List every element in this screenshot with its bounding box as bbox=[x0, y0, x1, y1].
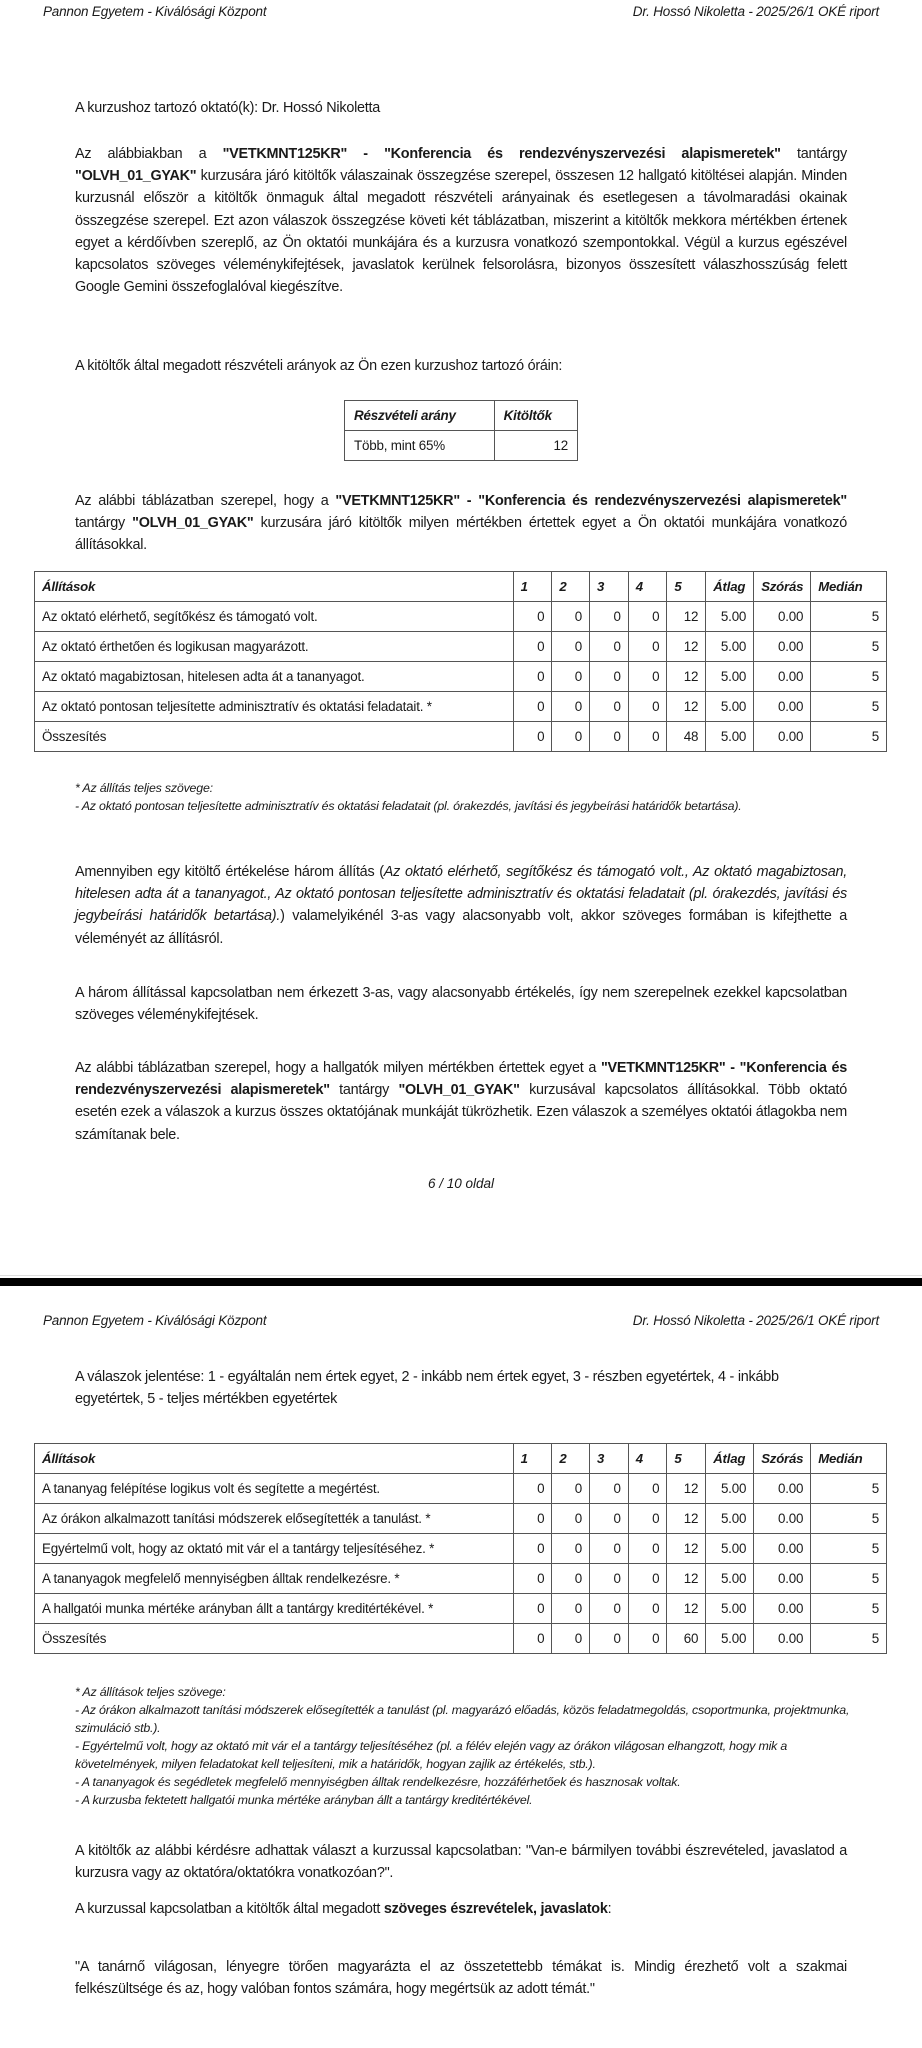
instructor-table-intro: Az alábbi táblázatban szerepel, hogy a "VETKMNT125KR" - "Konferencia és rendezvényszervezési alapismeretek" tantárgy "OLVH_01_GYAK" kurzusára járó kitöltők milyen mértékben értettek egyet a Ön oktatói munkájára vonatkozó állításokkal. bbox=[75, 493, 847, 554]
participation-table bbox=[344, 400, 578, 461]
instructor-statements-table bbox=[34, 571, 887, 752]
table-cell: 5.00 bbox=[706, 1504, 754, 1534]
column-header: 1 bbox=[513, 572, 552, 602]
table-cell: 0 bbox=[552, 632, 590, 662]
column-header: 5 bbox=[667, 572, 706, 602]
answer-legend: A válaszok jelentése: 1 - egyáltalán nem értek egyet, 2 - inkább nem értek egyet, 3 - részben egyetértek, 4 - inkább egyetértek, 5 - teljes mértékben egyetértek bbox=[75, 1369, 779, 1408]
column-header: Részvételi arány bbox=[345, 401, 495, 431]
table-cell: 5 bbox=[811, 632, 887, 662]
table-cell: 0 bbox=[513, 1504, 552, 1534]
table-cell: 0.00 bbox=[754, 1504, 811, 1534]
table-cell: 0.00 bbox=[754, 722, 811, 752]
table-cell: 0 bbox=[590, 1624, 629, 1654]
course-statements-table bbox=[34, 1443, 887, 1654]
table-cell: 0 bbox=[552, 1594, 590, 1624]
table-cell: 0 bbox=[513, 1474, 552, 1504]
no-low-rating-paragraph: A három állítással kapcsolatban nem érkezett 3-as, vagy alacsonyabb értékelés, így nem szerepelnek ezekkel kapcsolatban szöveges véleménykifejtések. bbox=[75, 985, 847, 1024]
student-comment: "A tanárnő világosan, lényegre törően magyarázta el az összetettebb témákat is. Mindig érezhető volt a szakmai felkészültsége és az, hogy valóban fontos számára, hogy megértsük az adott témát." bbox=[75, 1959, 847, 1998]
statement-cell: Összesítés bbox=[35, 1624, 514, 1654]
table-row bbox=[35, 1534, 887, 1564]
page-number: 6 / 10 oldal bbox=[427, 1176, 495, 1191]
table-cell: 0.00 bbox=[754, 1624, 811, 1654]
table-header-row bbox=[35, 1444, 887, 1474]
table-cell: 0 bbox=[590, 662, 629, 692]
column-header: 4 bbox=[628, 572, 667, 602]
instructor-footnote bbox=[75, 779, 855, 815]
table-cell: 0 bbox=[513, 662, 552, 692]
statement-cell: Egyértelmű volt, hogy az oktató mit vár el a tantárgy teljesítéséhez. * bbox=[35, 1534, 514, 1564]
table-cell: 0 bbox=[513, 722, 552, 752]
table-row bbox=[35, 1564, 887, 1594]
page-header-right: Dr. Hossó Nikoletta - 2025/26/1 OKÉ riport bbox=[632, 1313, 879, 1328]
page-header-right: Dr. Hossó Nikoletta - 2025/26/1 OKÉ riport bbox=[632, 4, 879, 19]
table-cell: 0 bbox=[628, 1624, 667, 1654]
table-cell: 5.00 bbox=[706, 692, 754, 722]
table-cell: 12 bbox=[667, 1474, 706, 1504]
summary-row bbox=[35, 1624, 887, 1654]
table-cell: 0 bbox=[590, 1504, 629, 1534]
statement-cell: Az oktató elérhető, segítőkész és támogató volt. bbox=[35, 602, 514, 632]
column-header: Állítások bbox=[35, 572, 514, 602]
table-cell: 0.00 bbox=[754, 1534, 811, 1564]
table-cell: 0 bbox=[552, 1564, 590, 1594]
page-break bbox=[0, 1278, 922, 1286]
table-header-row bbox=[35, 572, 887, 602]
table-cell: 0 bbox=[590, 1594, 629, 1624]
table-row bbox=[35, 632, 887, 662]
table-cell: 0 bbox=[590, 722, 629, 752]
column-header: 3 bbox=[590, 1444, 629, 1474]
table-cell: 0 bbox=[552, 722, 590, 752]
column-header: 2 bbox=[552, 572, 590, 602]
table-cell: 12 bbox=[494, 431, 577, 461]
table-cell: 5.00 bbox=[706, 1534, 754, 1564]
page-separator-line bbox=[0, 1275, 922, 1276]
table-cell: 5.00 bbox=[706, 722, 754, 752]
column-header: Medián bbox=[811, 1444, 887, 1474]
page-header-left: Pannon Egyetem - Kiválósági Központ bbox=[43, 1313, 267, 1328]
table-cell: 0 bbox=[628, 1534, 667, 1564]
column-header: Állítások bbox=[35, 1444, 514, 1474]
table-cell: 12 bbox=[667, 632, 706, 662]
table-row bbox=[35, 662, 887, 692]
table-cell: 0 bbox=[513, 632, 552, 662]
table-cell: 0 bbox=[513, 1624, 552, 1654]
intro-paragraph: Az alábbiakban a "VETKMNT125KR" - "Konferencia és rendezvényszervezési alapismeretek" tantárgy "OLVH_01_GYAK" kurzusára járó kitöltők válaszainak összegzése szerepel, összesen 12 hallgató kitöltései alapján. Minden kurzusnál először a kitöltők önmaguk által megadott részvételi arányainak és esetlegesen a távolmaradási okainak összegzése szerepel. Ezt azon válaszok összegzése követi két táblázatban, miszerint a kitöltők mekkora mértékben értenek egyet a kérdőívben szereplő, az Ön oktatói munkájára és a kurzusra vonatkozó szempontokkal. Végül a kurzus egészével kapcsolatos szöveges véleménykifejtések, javaslatok kerülnek felsorolásra, bizonyos összesített válaszhosszúság felett Google Gemini összefoglalóval kiegészítve. bbox=[75, 146, 847, 296]
statement-cell: Az oktató magabiztosan, hitelesen adta át a tananyagot. bbox=[35, 662, 514, 692]
table-cell: 0 bbox=[513, 602, 552, 632]
table-cell: 5.00 bbox=[706, 1564, 754, 1594]
column-header: Kitöltők bbox=[494, 401, 577, 431]
table-cell: 5.00 bbox=[706, 1474, 754, 1504]
table-cell: 0 bbox=[628, 692, 667, 722]
table-cell: 5 bbox=[811, 692, 887, 722]
statement-cell: A tananyagok megfelelő mennyiségben álltak rendelkezésre. * bbox=[35, 1564, 514, 1594]
table-cell: 0 bbox=[628, 722, 667, 752]
comments-intro: A kurzussal kapcsolatban a kitöltők által megadott szöveges észrevételek, javaslatok: bbox=[75, 1901, 612, 1917]
statement-cell: Az órákon alkalmazott tanítási módszerek elősegítették a tanulást. * bbox=[35, 1504, 514, 1534]
table-cell: 0 bbox=[628, 1504, 667, 1534]
table-cell: 0 bbox=[552, 1504, 590, 1534]
table-cell: 0 bbox=[590, 1534, 629, 1564]
table-cell: 0.00 bbox=[754, 1564, 811, 1594]
course-table-intro: Az alábbi táblázatban szerepel, hogy a hallgatók milyen mértékben értettek egyet a "VETKMNT125KR" - "Konferencia és rendezvényszervezési alapismeretek" tantárgy "OLVH_01_GYAK" kurzusával kapcsolatos állításokkal. Több oktató esetén ezek a válaszok a kurzus összes oktatójának munkáját tükrözhetik. Ezen válaszok a személyes oktatói átlagokba nem számítanak bele. bbox=[75, 1060, 847, 1143]
table-cell: 5 bbox=[811, 1534, 887, 1564]
column-header: Medián bbox=[811, 572, 887, 602]
table-cell: 5 bbox=[811, 1594, 887, 1624]
table-cell: 60 bbox=[667, 1624, 706, 1654]
table-cell: 5.00 bbox=[706, 662, 754, 692]
column-header: Átlag bbox=[706, 572, 754, 602]
table-cell: 5 bbox=[811, 1624, 887, 1654]
table-cell: 5 bbox=[811, 1474, 887, 1504]
table-cell: 0 bbox=[590, 602, 629, 632]
table-cell: 12 bbox=[667, 692, 706, 722]
table-cell: 0 bbox=[628, 632, 667, 662]
statement-cell: A hallgatói munka mértéke arányban állt a tantárgy kreditértékével. * bbox=[35, 1594, 514, 1624]
table-cell: 0 bbox=[513, 1534, 552, 1564]
table-cell: 0.00 bbox=[754, 602, 811, 632]
table-cell: 5 bbox=[811, 1504, 887, 1534]
table-row bbox=[345, 431, 578, 461]
table-cell: 0.00 bbox=[754, 632, 811, 662]
table-row bbox=[35, 1594, 887, 1624]
table-row bbox=[35, 1474, 887, 1504]
footnote-line: - Az oktató pontosan teljesítette adminisztratív és oktatási feladatait (pl. órakezdés, javítási és jegybeírási határidők betartása). bbox=[75, 799, 742, 813]
low-rating-paragraph: Amennyiben egy kitöltő értékelése három állítás (Az oktató elérhető, segítőkész és támogató volt., Az oktató magabiztosan, hitelesen adta át a tananyagot., Az oktató pontosan teljesítette adminisztratív és oktatási feladatait (pl. órakezdés, javítási és jegybeírási határidők betartása).) valamelyikénél 3-as vagy alacsonyabb volt, akkor szöveges formában is kifejthette a véleményét az állításról. bbox=[75, 864, 847, 947]
table-cell: 0 bbox=[552, 1474, 590, 1504]
column-header: Szórás bbox=[754, 1444, 811, 1474]
table-cell: 0 bbox=[513, 692, 552, 722]
table-cell: 0.00 bbox=[754, 1594, 811, 1624]
question-paragraph: A kitöltők az alábbi kérdésre adhattak választ a kurzussal kapcsolatban: "Van-e bármilyen további észrevételed, javaslatod a kurzusra vagy az oktatóra/oktatókra vonatkozóan?". bbox=[75, 1843, 847, 1882]
footnote-line: - Egyértelmű volt, hogy az oktató mit vár el a tantárgy teljesítéséhez (pl. a félév elején vagy az órákon világosan elhangzott, hogy mik a követelmények, milyen feladatokat kell teljesíteni, mik a határidők, hogyan zajlik az értékelés, stb.). bbox=[75, 1739, 788, 1771]
statement-cell: A tananyag felépítése logikus volt és segítette a megértést. bbox=[35, 1474, 514, 1504]
table-cell: 5 bbox=[811, 662, 887, 692]
table-cell: 0.00 bbox=[754, 692, 811, 722]
column-header: Szórás bbox=[754, 572, 811, 602]
column-header: 2 bbox=[552, 1444, 590, 1474]
table-cell: 12 bbox=[667, 1504, 706, 1534]
table-cell: 5.00 bbox=[706, 1624, 754, 1654]
table-cell: 0.00 bbox=[754, 1474, 811, 1504]
table-cell: 0 bbox=[628, 1474, 667, 1504]
footnote-title: * Az állítás teljes szövege: bbox=[75, 781, 213, 795]
footnote-line: - Az órákon alkalmazott tanítási módszerek elősegítették a tanulást (pl. magyarázó előadás, közös feladatmegoldás, csoportmunka, projektmunka, szimuláció stb.). bbox=[75, 1703, 850, 1735]
table-row bbox=[35, 692, 887, 722]
table-cell: 5.00 bbox=[706, 1594, 754, 1624]
table-cell: 12 bbox=[667, 1534, 706, 1564]
table-row bbox=[35, 1504, 887, 1534]
footnote-line: - A tananyagok és segédletek megfelelő mennyiségben álltak rendelkezésre, hozzáférhetőek és hasznosak voltak. bbox=[75, 1775, 681, 1789]
table-cell: 0 bbox=[628, 1564, 667, 1594]
instructor-line: A kurzushoz tartozó oktató(k): Dr. Hossó Nikoletta bbox=[75, 100, 381, 116]
participation-intro: A kitöltők által megadott részvételi arányok az Ön ezen kurzushoz tartozó óráin: bbox=[75, 358, 563, 374]
table-cell: 5 bbox=[811, 602, 887, 632]
table-cell: 0.00 bbox=[754, 662, 811, 692]
table-cell: 0 bbox=[590, 632, 629, 662]
table-cell: 0 bbox=[552, 662, 590, 692]
table-cell: 0 bbox=[628, 1594, 667, 1624]
table-row bbox=[35, 602, 887, 632]
table-cell: 0 bbox=[513, 1594, 552, 1624]
column-header: 1 bbox=[513, 1444, 552, 1474]
table-cell: Több, mint 65% bbox=[345, 431, 495, 461]
table-cell: 12 bbox=[667, 662, 706, 692]
footnote-title: * Az állítások teljes szövege: bbox=[75, 1685, 226, 1699]
statement-cell: Összesítés bbox=[35, 722, 514, 752]
table-cell: 0 bbox=[513, 1564, 552, 1594]
table-cell: 5 bbox=[811, 1564, 887, 1594]
table-cell: 0 bbox=[590, 1564, 629, 1594]
column-header: 5 bbox=[667, 1444, 706, 1474]
table-cell: 0 bbox=[552, 602, 590, 632]
column-header: Átlag bbox=[706, 1444, 754, 1474]
table-cell: 0 bbox=[552, 1534, 590, 1564]
table-cell: 0 bbox=[590, 692, 629, 722]
page-header-left: Pannon Egyetem - Kiválósági Központ bbox=[43, 4, 267, 19]
table-cell: 12 bbox=[667, 1564, 706, 1594]
summary-row bbox=[35, 722, 887, 752]
statement-cell: Az oktató pontosan teljesítette adminisztratív és oktatási feladatait. * bbox=[35, 692, 514, 722]
table-cell: 0 bbox=[628, 662, 667, 692]
table-cell: 48 bbox=[667, 722, 706, 752]
table-cell: 5.00 bbox=[706, 632, 754, 662]
table-cell: 12 bbox=[667, 602, 706, 632]
column-header: 4 bbox=[628, 1444, 667, 1474]
table-header-row bbox=[345, 401, 578, 431]
course-footnote bbox=[75, 1683, 855, 1809]
table-cell: 0 bbox=[628, 602, 667, 632]
table-cell: 5 bbox=[811, 722, 887, 752]
table-cell: 0 bbox=[552, 1624, 590, 1654]
column-header: 3 bbox=[590, 572, 629, 602]
footnote-line: - A kurzusba fektetett hallgatói munka mértéke arányban állt a tantárgy kreditértékével. bbox=[75, 1793, 533, 1807]
statement-cell: Az oktató érthetően és logikusan magyarázott. bbox=[35, 632, 514, 662]
table-cell: 0 bbox=[590, 1474, 629, 1504]
table-cell: 12 bbox=[667, 1594, 706, 1624]
table-cell: 0 bbox=[552, 692, 590, 722]
table-cell: 5.00 bbox=[706, 602, 754, 632]
